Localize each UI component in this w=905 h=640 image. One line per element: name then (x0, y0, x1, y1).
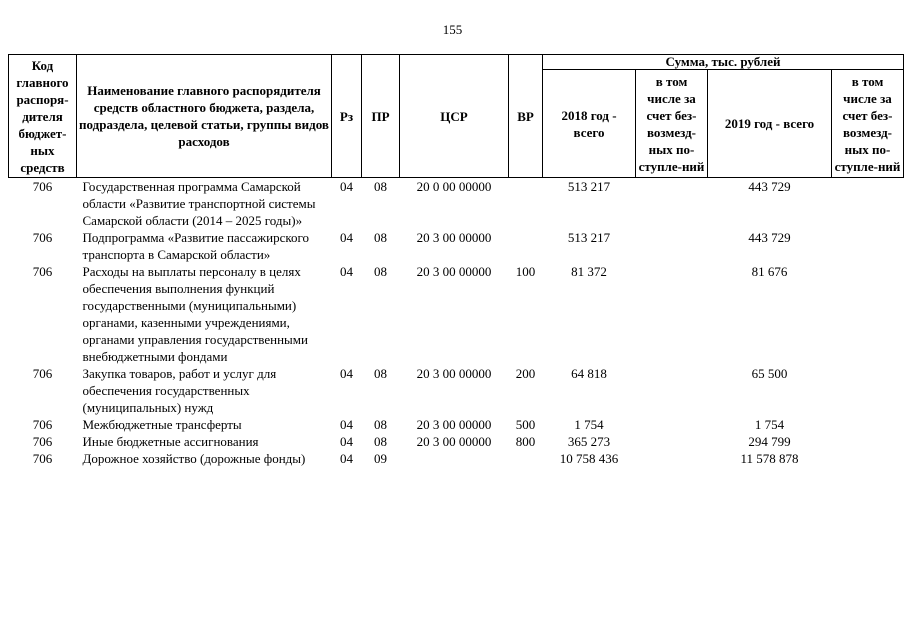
cell-vr (509, 178, 543, 230)
cell-2018-free (636, 450, 708, 467)
cell-2019-total: 443 729 (748, 179, 791, 194)
cell-name: Государственная программа Самарской области «Развитие транспортной системы Самарской области (2014 – 2025 годы)» (82, 179, 316, 228)
cell-2019-free (832, 365, 904, 416)
cell-2019-free (832, 450, 904, 467)
cell-2019-total: 294 799 (748, 434, 791, 449)
cell-rz: 04 (340, 434, 353, 449)
cell-2018-total: 513 217 (567, 179, 611, 194)
table-row (9, 229, 904, 263)
cell-2019-free (832, 416, 904, 433)
cell-rz: 04 (340, 179, 353, 194)
cell-vr (509, 229, 543, 263)
table-row (9, 416, 904, 433)
cell-rz: 04 (340, 366, 353, 381)
cell-2019-free (832, 229, 904, 263)
cell-pr: 08 (374, 179, 387, 194)
cell-name: Дорожное хозяйство (дорожные фонды) (82, 451, 306, 466)
cell-2018-total: 81 372 (571, 264, 607, 279)
cell-vr: 500 (515, 417, 536, 432)
cell-name: Подпрограмма «Развитие пассажирского транспорта в Самарской области» (82, 230, 310, 262)
cell-2019-total: 81 676 (751, 264, 788, 279)
cell-csr: 20 3 00 00000 (416, 366, 492, 381)
table-row (9, 365, 904, 416)
cell-code: 706 (32, 179, 53, 194)
header-csr: ЦСР (400, 55, 509, 178)
cell-vr: 200 (515, 366, 536, 381)
page-number: 155 (442, 22, 463, 37)
cell-rz: 04 (340, 451, 353, 466)
cell-csr: 20 3 00 00000 (416, 230, 492, 245)
cell-2019-free (832, 178, 904, 230)
cell-rz: 04 (340, 230, 353, 245)
cell-2018-total: 64 818 (571, 366, 607, 381)
cell-pr: 08 (374, 230, 387, 245)
header-2018-total: 2018 год - всего (543, 70, 636, 178)
cell-2018-free (636, 263, 708, 365)
cell-pr: 08 (374, 264, 387, 279)
cell-2019-total: 11 578 878 (740, 451, 799, 466)
header-2019-total: 2019 год - всего (708, 70, 832, 178)
cell-csr (400, 450, 509, 467)
cell-pr: 09 (374, 451, 387, 466)
cell-2018-free (636, 178, 708, 230)
table-row (9, 263, 904, 365)
cell-name: Межбюджетные трансферты (82, 417, 242, 432)
cell-2018-total: 1 754 (574, 417, 604, 432)
cell-pr: 08 (374, 434, 387, 449)
cell-vr: 100 (515, 264, 536, 279)
cell-vr: 800 (515, 434, 536, 449)
cell-2018-free (636, 433, 708, 450)
header-code: Код главного распоря-дителя бюджет-ных средств (9, 55, 77, 178)
cell-2019-total: 443 729 (748, 230, 791, 245)
cell-csr: 20 3 00 00000 (416, 434, 492, 449)
cell-code: 706 (32, 264, 53, 279)
cell-rz: 04 (340, 417, 353, 432)
cell-pr: 08 (374, 417, 387, 432)
cell-code: 706 (32, 451, 53, 466)
cell-code: 706 (32, 230, 53, 245)
header-vr: ВР (509, 55, 543, 178)
cell-code: 706 (32, 417, 53, 432)
cell-2019-total: 1 754 (754, 417, 785, 432)
cell-name: Иные бюджетные ассигнования (82, 434, 259, 449)
cell-pr: 08 (374, 366, 387, 381)
cell-csr: 20 0 00 00000 (416, 179, 492, 194)
cell-csr: 20 3 00 00000 (416, 264, 492, 279)
header-pr: ПР (362, 55, 400, 178)
cell-code: 706 (32, 434, 53, 449)
cell-name: Закупка товаров, работ и услуг для обеспечения государственных (муниципальных) нужд (82, 366, 277, 415)
cell-code: 706 (32, 366, 53, 381)
cell-name: Расходы на выплаты персоналу в целях обеспечения выполнения функций государственными (муниципальными) органами, казенными учреждениями, органами управления государственными внебюджетными фондами (82, 264, 308, 364)
cell-2018-total: 365 273 (567, 434, 611, 449)
table-row (9, 178, 904, 230)
cell-2018-total: 10 758 436 (559, 451, 619, 466)
cell-2018-total: 513 217 (567, 230, 611, 245)
header-2018-free: в том числе за счет без-возмезд-ных по-ступле-ний (636, 70, 708, 178)
cell-2019-free (832, 433, 904, 450)
header-2019-free: в том числе за счет без-возмезд-ных по-ступле-ний (832, 70, 904, 178)
header-name: Наименование главного распорядителя средств областного бюджета, раздела, подраздела, целевой статьи, группы видов расходов (77, 55, 332, 178)
cell-2018-free (636, 365, 708, 416)
table-row (9, 450, 904, 467)
cell-2019-free (832, 263, 904, 365)
table-row (9, 433, 904, 450)
cell-2018-free (636, 229, 708, 263)
cell-2018-free (636, 416, 708, 433)
budget-table (8, 54, 904, 467)
cell-2019-total: 65 500 (751, 366, 788, 381)
cell-csr: 20 3 00 00000 (416, 417, 492, 432)
header-rz: Рз (332, 55, 362, 178)
header-sum: Сумма, тыс. рублей (543, 55, 904, 70)
cell-vr (509, 450, 543, 467)
cell-rz: 04 (340, 264, 353, 279)
